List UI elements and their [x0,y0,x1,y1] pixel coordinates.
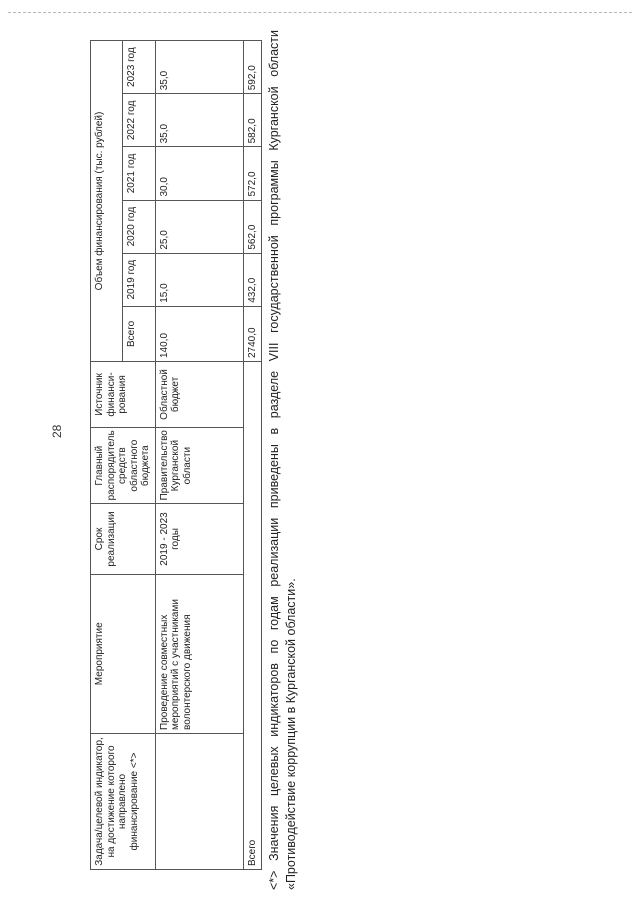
col-year-header: 2021 год [123,147,155,200]
col-year-header: 2022 год [123,94,155,147]
total-year-value: 582,0 [243,94,262,147]
footnote: <*> Значения целевых индикаторов по годам реализации приведены в разделе VIII государственной программы Курганской области «Противодействие коррупции в Курганской области». [267,30,298,890]
cell-task [155,733,243,869]
col-year-header: 2023 год [123,41,155,94]
cell-total: 140,0 [155,306,243,361]
page-number: 28 [50,424,64,438]
cell-event: Проведение совместных мероприятий с участниками волонтерского движения [155,574,243,733]
cell-year-value: 15,0 [155,253,243,306]
col-volume-header: Объем финансирования (тыс. рублей) [91,41,123,362]
col-term-header: Срок реализации [91,504,156,574]
cell-year-value: 30,0 [155,147,243,200]
cell-year-value: 25,0 [155,200,243,253]
col-event-header: Мероприятие [91,574,156,733]
cell-year-value: 35,0 [155,41,243,94]
col-manager-header: Главный распорядитель средств областного бюджета [91,427,156,504]
total-year-value: 432,0 [243,253,262,306]
col-source-header: Источник финанси-рования [91,362,156,428]
col-total-header: Всего [123,306,155,361]
total-sum: 2740,0 [243,306,262,361]
col-year-header: 2019 год [123,253,155,306]
cell-source: Областной бюджет [155,362,243,428]
total-row [243,41,262,870]
total-year-value: 572,0 [243,147,262,200]
page-top-border [8,12,632,13]
col-year-header: 2020 год [123,200,155,253]
total-label: Всего [243,362,262,870]
total-year-value: 592,0 [243,41,262,94]
total-year-value: 562,0 [243,200,262,253]
financing-table-sheet [90,40,290,870]
col-task-header: Задача/целевой индикатор, на достижение которого направлено финансирование <*> [91,733,156,869]
cell-year-value: 35,0 [155,94,243,147]
cell-manager: Правительство Курганской области [155,427,243,504]
cell-term: 2019 - 2023 годы [155,504,243,574]
header-row [91,41,123,870]
financing-table [90,40,262,870]
table-row [155,41,243,870]
